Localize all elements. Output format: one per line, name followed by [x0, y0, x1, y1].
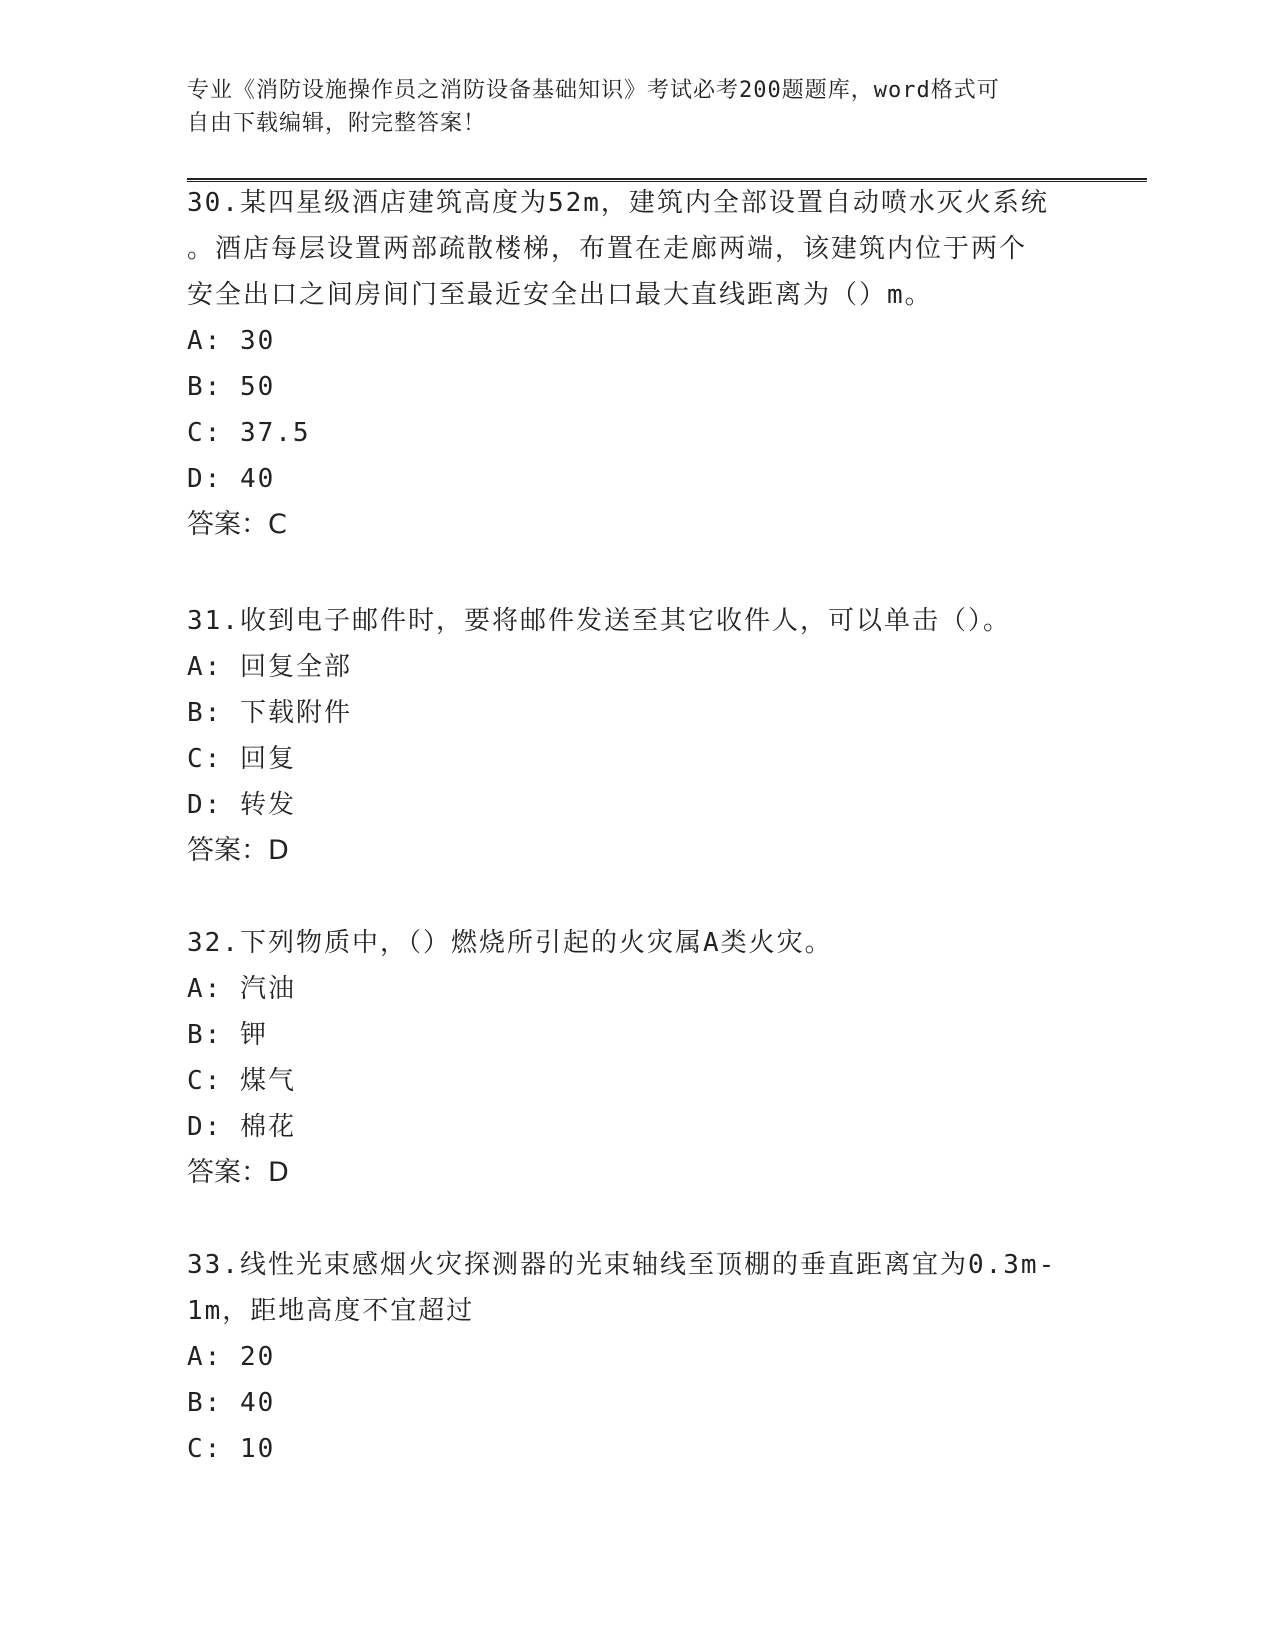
option-a: A: 回复全部	[187, 652, 352, 682]
question-text	[187, 598, 1067, 644]
option-a: A: 汽油	[187, 974, 296, 1004]
option-c: C: 37.5	[187, 418, 311, 448]
question-30	[187, 180, 1067, 548]
option-a: A: 20	[187, 1342, 276, 1372]
option-a: A: 30	[187, 326, 276, 356]
option-b: B: 40	[187, 1388, 276, 1418]
answer: 答案：D	[187, 1157, 289, 1188]
question-line: 30.某四星级酒店建筑高度为52m，建筑内全部设置自动喷水灭火系统	[187, 188, 1049, 218]
option-b: B: 钾	[187, 1020, 268, 1050]
question-line: 31.收到电子邮件时，要将邮件发送至其它收件人，可以单击（）。	[187, 606, 1011, 636]
header-line-2: 自由下载编辑，附完整答案！	[187, 111, 487, 136]
question-text	[187, 920, 1067, 966]
question-line: 。酒店每层设置两部疏散楼梯，布置在走廊两端，该建筑内位于两个	[187, 234, 1028, 264]
question-33	[187, 1242, 1067, 1472]
answer: 答案：D	[187, 835, 289, 866]
question-31	[187, 598, 1067, 874]
question-text	[187, 180, 1067, 318]
document-header	[187, 74, 1067, 140]
option-d: D: 棉花	[187, 1112, 296, 1142]
option-d: D: 40	[187, 464, 276, 494]
question-line: 33.线性光束感烟火灾探测器的光束轴线至顶棚的垂直距离宜为0.3m-	[187, 1250, 1057, 1280]
option-b: B: 50	[187, 372, 276, 402]
option-c: C: 煤气	[187, 1066, 296, 1096]
option-c: C: 回复	[187, 744, 296, 774]
answer: 答案：C	[187, 509, 287, 540]
option-c: C: 10	[187, 1434, 276, 1464]
option-d: D: 转发	[187, 790, 296, 820]
header-line-1: 专业《消防设施操作员之消防设备基础知识》考试必考200题题库，word格式可	[187, 78, 1000, 103]
question-line: 32.下列物质中，（）燃烧所引起的火灾属A类火灾。	[187, 928, 833, 958]
question-text	[187, 1242, 1067, 1334]
question-32	[187, 920, 1067, 1196]
question-line: 1m，距地高度不宜超过	[187, 1296, 475, 1326]
question-line: 安全出口之间房间门至最近安全出口最大直线距离为（）m。	[187, 280, 933, 310]
option-b: B: 下载附件	[187, 698, 352, 728]
